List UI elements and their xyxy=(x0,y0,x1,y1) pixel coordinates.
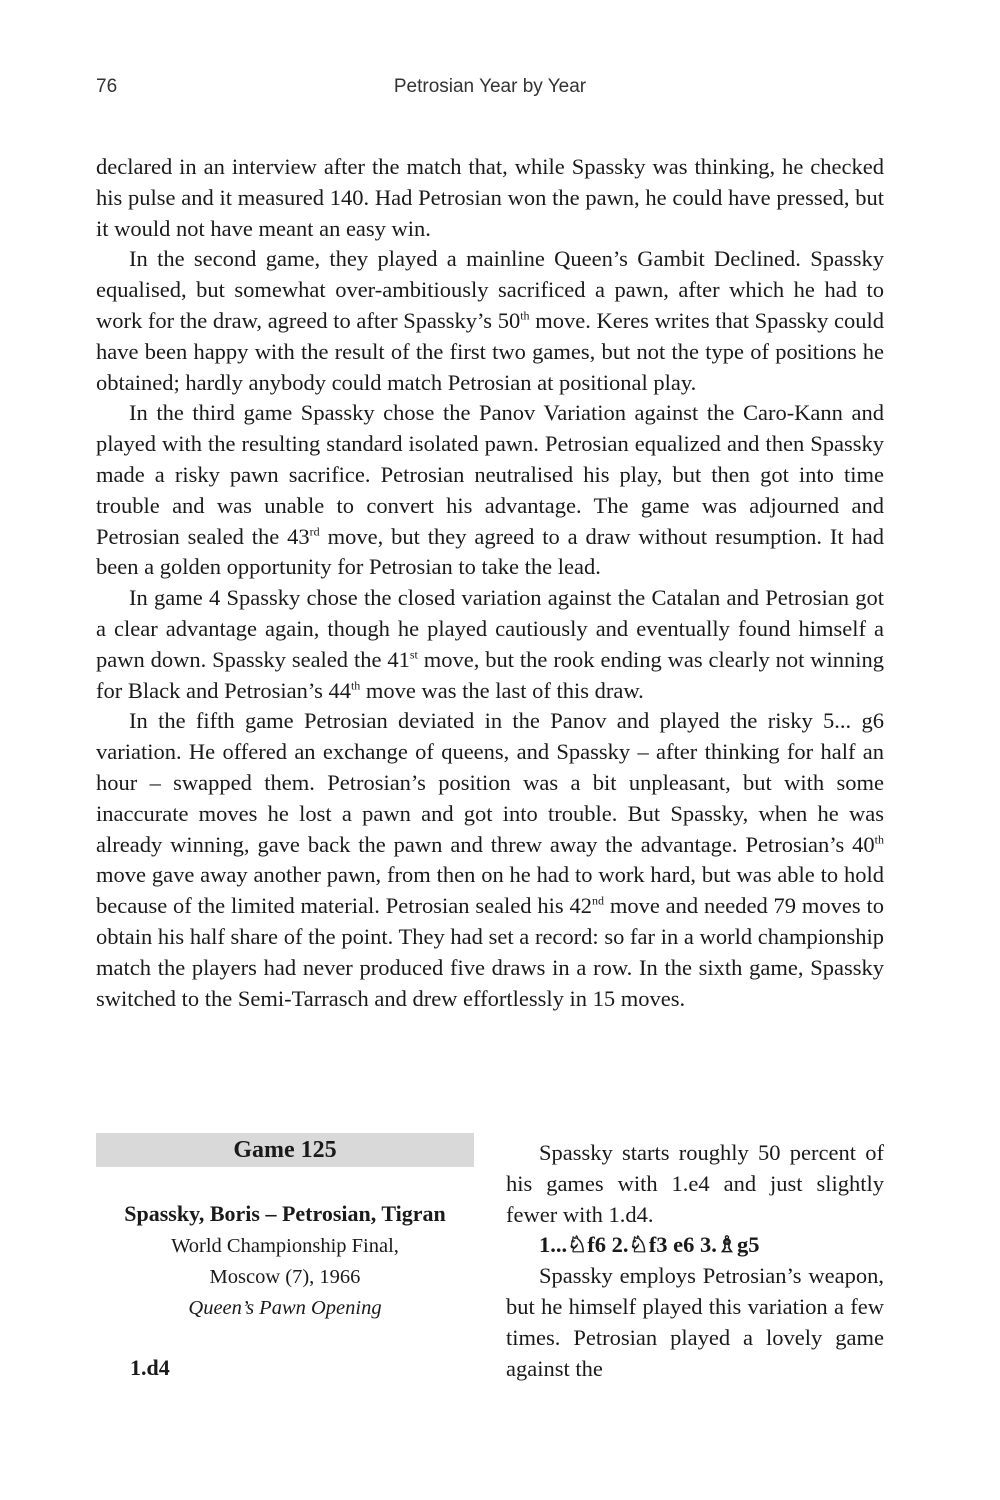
page-number: 76 xyxy=(96,76,118,97)
opening-name: Queen’s Pawn Opening xyxy=(188,1297,382,1319)
game-players: Spassky, Boris – Petrosian, Tigran xyxy=(124,1201,446,1226)
commentary-column xyxy=(506,1138,884,1384)
event-line: World Championship Final, xyxy=(171,1235,399,1257)
game-title: Game 125 xyxy=(96,1133,474,1167)
paragraph: declared in an interview after the match that, while Spassky was thinking, he checked his pulse and it measured 140. Had Petrosian won the pawn, he could have pressed, but it would not have meant an easy win. xyxy=(96,154,884,241)
paragraph: In the third game Spassky chose the Panov Variation against the Caro-Kann and played with the resulting standard isolated pawn. Petrosian equalized and then Spassky made a risky pawn sacrifice. Petrosian neutralised his play, but then got into time trouble and was unable to convert his advantage. The game was adjourned and Petrosian sealed the 43rd move, but they agreed to a draw without resumption. It had been a golden opportunity for Petrosian to take the lead. xyxy=(96,400,884,580)
paragraph: In the second game, they played a mainline Queen’s Gambit Declined. Spassky equalised, but somewhat over-ambitiously sacrificed a pawn, after which he had to work for the draw, agreed to after Spassky’s 50th move. Keres writes that Spassky could have been happy with the result of the first two games, but not the type of positions he obtained; hardly anybody could match Petrosian at positional play. xyxy=(96,246,884,395)
paragraph: In game 4 Spassky chose the closed variation against the Catalan and Petrosian got a clear advantage again, though he played cautiously and eventually found himself a pawn down. Spassky sealed the 41st move, but the rook ending was clearly not winning for Black and Petrosian’s 44th move was the last of this draw. xyxy=(96,585,885,703)
running-title: Petrosian Year by Year xyxy=(393,76,587,97)
event-line: Moscow (7), 1966 xyxy=(209,1266,361,1288)
game-event xyxy=(96,1231,474,1324)
main-text xyxy=(96,152,884,1014)
move-sequence: 1...♘f6 2.♘f3 e6 3.♗g5 xyxy=(539,1232,760,1258)
paragraph: Spassky employs Petrosian’s weapon, but he himself played this variation a few times. Petrosian played a lovely game against the xyxy=(506,1263,884,1381)
paragraph: In the fifth game Petrosian deviated in the Panov and played the risky 5... g6 variation. He offered an exchange of queens, and Spassky – after thinking for half an hour – swapped them. Petrosian’s position was a bit unpleasant, but with some inaccurate moves he lost a pawn and got into trouble. But Spassky, when he was already winning, gave back the pawn and threw away the advantage. Petrosian’s 40th move gave away another pawn, from then on he had to work hard, but was able to hold because of the limited material. Petrosian sealed his 42nd move and needed 79 moves to obtain his half share of the point. They had set a record: so far in a world championship match the players had never produced five draws in a row. In the sixth game, Spassky switched to the Semi-Tarrasch and drew effortlessly in 15 moves. xyxy=(96,708,884,1011)
paragraph: Spassky starts roughly 50 percent of his games with 1.e4 and just slightly fewer with 1.d4. xyxy=(506,1140,884,1227)
page-header xyxy=(96,76,884,106)
first-move: 1.d4 xyxy=(130,1355,170,1380)
